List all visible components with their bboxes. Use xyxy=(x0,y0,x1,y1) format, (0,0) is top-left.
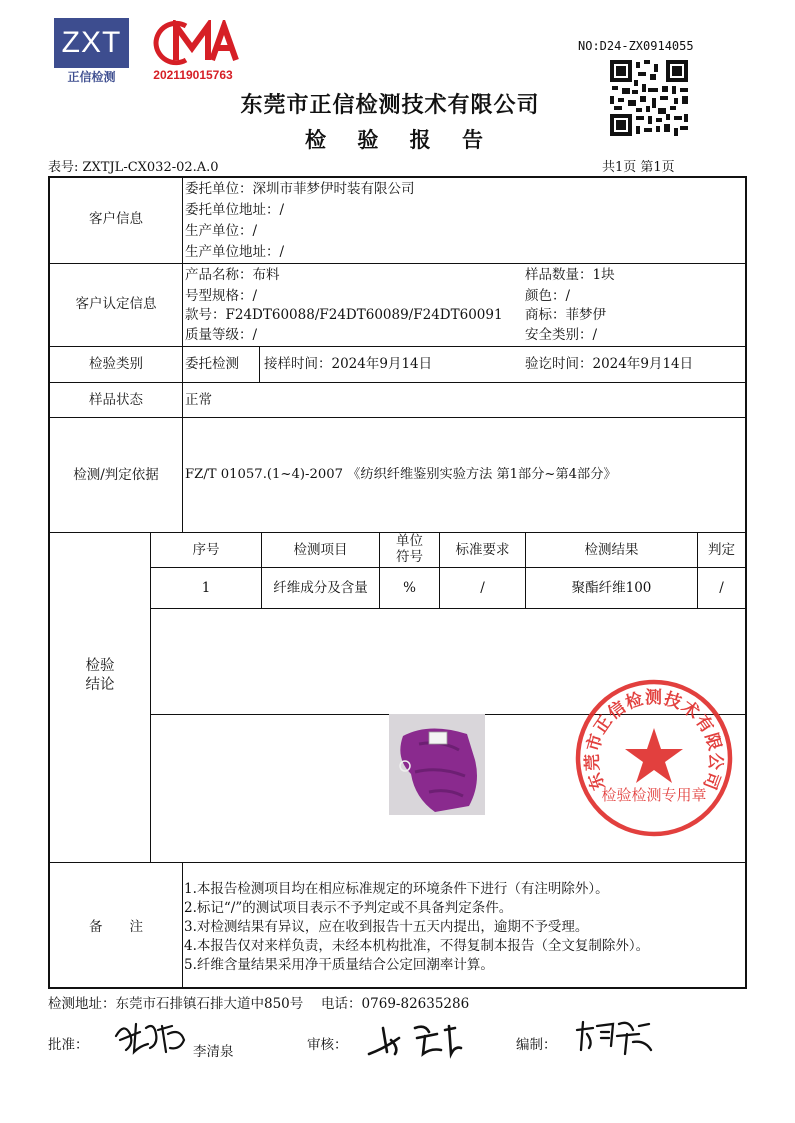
form-number: 表号: ZXTJL-CX032-02.A.0 xyxy=(48,160,219,175)
lab-address: 检测地址：东莞市石排镇石排大道中850号 电话：0769-82635286 xyxy=(48,996,470,1012)
product-style-no: 款号：F24DT60088/F24DT60089/F24DT60091 xyxy=(185,307,503,323)
entrust-unit: 委托单位：深圳市菲梦伊时装有限公司 xyxy=(185,181,415,197)
fabric-sample-photo xyxy=(389,714,485,815)
product-brand: 商标：菲梦伊 xyxy=(525,307,606,323)
sample-qty: 样品数量：1块 xyxy=(525,267,615,283)
complete-date: 验讫时间：2024年9月14日 xyxy=(525,356,694,372)
remark-3: 3.对检测结果有异议，应在收到报告十五天内提出，逾期不予受理。 xyxy=(184,919,589,935)
qr-code-icon xyxy=(608,58,690,138)
zxt-logo-subtitle: 正信检测 xyxy=(67,70,116,84)
edit-label: 编制： xyxy=(516,1037,557,1053)
cma-logo-icon xyxy=(146,20,240,66)
product-name: 产品名称：布料 xyxy=(185,267,280,283)
report-number: NO:D24-ZX0914055 xyxy=(578,39,694,53)
sample-state-value: 正常 xyxy=(185,392,212,408)
company-name: 东莞市正信检测技术有限公司 xyxy=(240,93,540,118)
row-judgement: / xyxy=(719,580,724,596)
product-safety: 安全类别：/ xyxy=(525,327,598,343)
conclusion-label: 检验 结论 xyxy=(85,658,115,693)
reviewer-signature xyxy=(365,1018,465,1060)
receive-date: 接样时间：2024年9月14日 xyxy=(264,356,433,372)
remark-2: 2.标记“/”的测试项目表示不予判定或不具备判定条件。 xyxy=(184,900,513,916)
remark-5: 5.纤维含量结果采用净干质量结合公定回潮率计算。 xyxy=(184,957,494,973)
remark-1: 1.本报告检测项目均在相应标准规定的环境条件下进行（有注明除外）。 xyxy=(184,881,609,897)
entrust-address: 委托单位地址：/ xyxy=(185,202,285,218)
header-seq: 序号 xyxy=(192,542,220,558)
svg-text:检验检测专用章: 检验检测专用章 xyxy=(601,786,707,804)
inspection-type-label: 检验类别 xyxy=(89,356,143,372)
header-result: 检测结果 xyxy=(584,542,639,558)
approve-label: 批准： xyxy=(48,1037,89,1053)
row-unit: % xyxy=(403,580,416,596)
header-unit: 单位 符号 xyxy=(396,533,423,565)
product-quality: 质量等级：/ xyxy=(185,327,258,343)
inspection-type-value: 委托检测 xyxy=(185,356,239,372)
producer: 生产单位：/ xyxy=(185,223,258,239)
approver-name: 李清泉 xyxy=(193,1044,234,1060)
header-standard: 标准要求 xyxy=(455,542,510,558)
official-seal-stamp xyxy=(572,676,736,840)
row-result: 聚酯纤维100 xyxy=(571,580,652,596)
approver-signature xyxy=(110,1014,192,1058)
remark-4: 4.本报告仅对来样负责，未经本机构批准，不得复制本报告（全文复制除外）。 xyxy=(184,938,650,954)
basis-label: 检测/判定依据 xyxy=(73,467,159,483)
product-info-label: 客户认定信息 xyxy=(75,296,157,312)
zxt-logo: ZXT xyxy=(54,18,129,68)
report-table xyxy=(48,176,747,989)
cma-number: 202119015763 xyxy=(153,68,233,82)
row-standard: / xyxy=(480,580,485,596)
product-color: 颜色：/ xyxy=(525,288,571,304)
page-info: 共1页 第1页 xyxy=(602,160,675,175)
producer-address: 生产单位地址：/ xyxy=(185,244,285,260)
basis-value: FZ/T 01057.(1~4)-2007 《纺织纤维鉴别实验方法 第1部分~第4部分》 xyxy=(185,467,617,482)
row-seq: 1 xyxy=(201,580,211,596)
product-spec: 号型规格：/ xyxy=(185,288,258,304)
header-judgement: 判定 xyxy=(708,542,735,558)
sample-state-label: 样品状态 xyxy=(89,392,143,408)
header-item: 检测项目 xyxy=(293,542,348,558)
editor-signature xyxy=(573,1016,655,1058)
report-title: 检 验 报 告 xyxy=(305,128,495,152)
row-item: 纤维成分及含量 xyxy=(273,580,368,596)
client-info-label: 客户信息 xyxy=(89,211,143,227)
svg-text:东莞市正信检测技术有限公司: 东莞市正信检测技术有限公司 xyxy=(582,688,726,793)
review-label: 审核： xyxy=(307,1037,348,1053)
remarks-label: 备 注 xyxy=(89,919,143,935)
